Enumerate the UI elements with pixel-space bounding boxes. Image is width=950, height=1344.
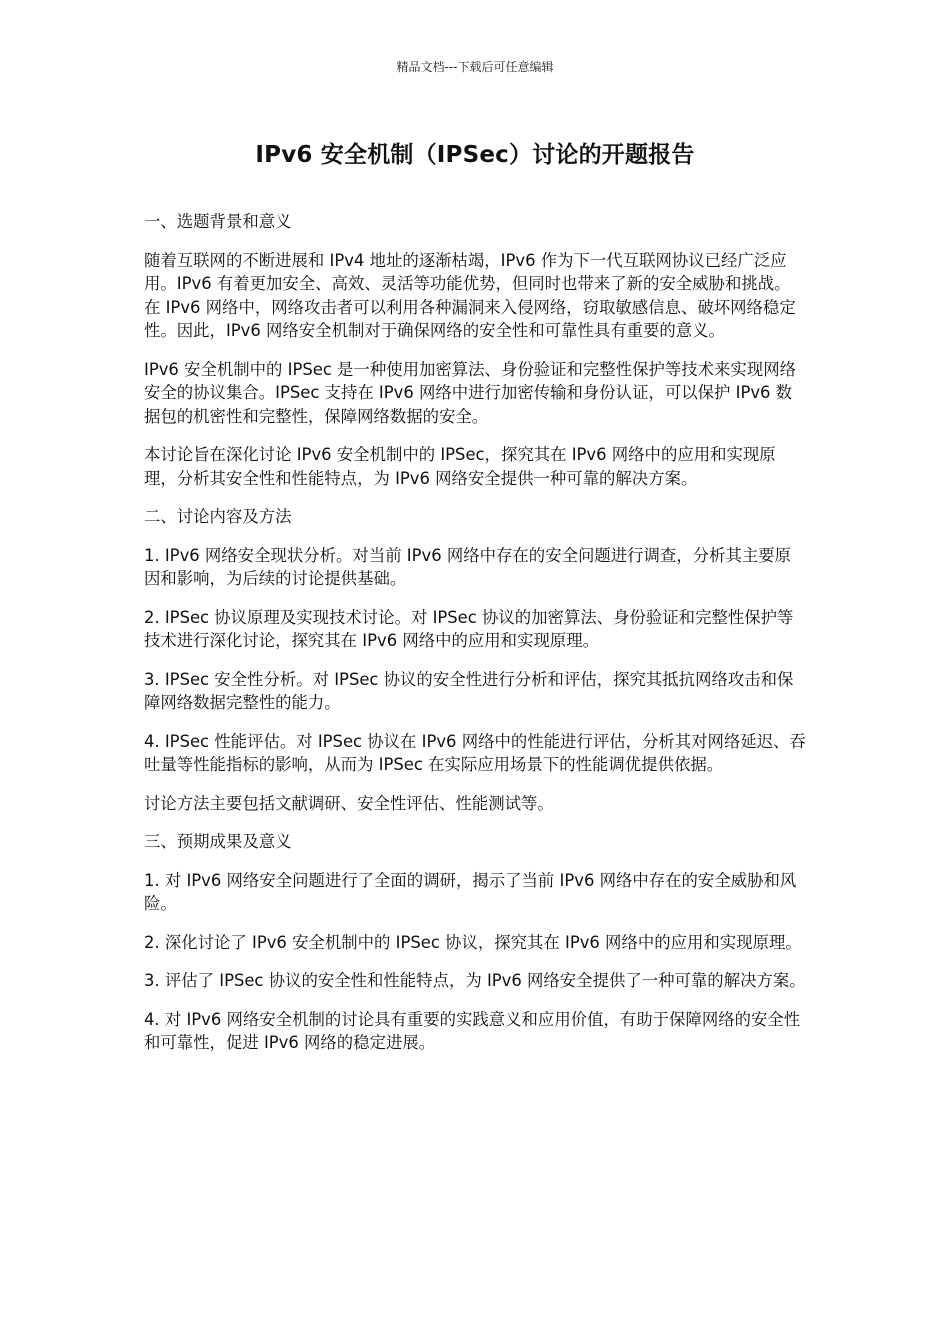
section-3-item-3: 3. 评估了 IPSec 协议的安全性和性能特点，为 IPv6 网络安全提供了一种可靠的解决方案。 [144,971,806,990]
document-title: IPv6 安全机制（IPSec）讨论的开题报告 [255,142,695,168]
section-1-paragraph-3: 本讨论旨在深化讨论 IPv6 安全机制中的 IPSec，探究其在 IPv6 网络中的应用和实现原理，分析其安全性和性能特点，为 IPv6 网络安全提供一种可靠的解决方案。 [144,445,776,488]
section-3-heading: 三、预期成果及意义 [144,832,292,851]
section-2-item-4: 4. IPSec 性能评估。对 IPSec 协议在 IPv6 网络中的性能进行评估，分析其对网络延迟、吞吐量等性能指标的影响，从而为 IPSec 在实际应用场景下的性能调优提供依据。 [144,731,806,774]
section-2-item-3: 3. IPSec 安全性分析。对 IPSec 协议的安全性进行分析和评估，探究其抵抗网络攻击和保障网络数据完整性的能力。 [144,669,794,712]
section-2-methods: 讨论方法主要包括文献调研、安全性评估、性能测试等。 [144,793,554,813]
section-1-paragraph-1: 随着互联网的不断进展和 IPv4 地址的逐渐枯竭，IPv6 作为下一代互联网协议已经广泛应用。IPv6 有着更加安全、高效、灵活等功能优势，但同时也带来了新的安全威胁和挑战。在 IPv6 网络中，网络攻击者可以利用各种漏洞来入侵网络，窃取敏感信息、破坏网络稳定性。因此，IPv6 网络安全机制对于确保网络的安全性和可靠性具有重要的意义。 [144,250,796,340]
section-1-heading: 一、选题背景和意义 [144,212,292,231]
section-2-item-2: 2. IPSec 协议原理及实现技术讨论。对 IPSec 协议的加密算法、身份验证和完整性保护等技术进行深化讨论，探究其在 IPv6 网络中的应用和实现原理。 [144,607,794,650]
section-3-item-4: 4. 对 IPv6 网络安全机制的讨论具有重要的实践意义和应用价值，有助于保障网络的安全性和可靠性，促进 IPv6 网络的稳定进展。 [144,1009,801,1052]
section-1-paragraph-2: IPv6 安全机制中的 IPSec 是一种使用加密算法、身份验证和完整性保护等技术来实现网络安全的协议集合。IPSec 支持在 IPv6 网络中进行加密传输和身份认证，可以保护 IPv6 数据包的机密性和完整性，保障网络数据的安全。 [144,359,796,426]
section-3-item-1: 1. 对 IPv6 网络安全问题进行了全面的调研，揭示了当前 IPv6 网络中存在的安全威胁和风险。 [144,870,797,913]
section-2-item-1: 1. IPv6 网络安全现状分析。对当前 IPv6 网络中存在的安全问题进行调查，分析其主要原因和影响，为后续的讨论提供基础。 [144,545,792,588]
document-body [144,210,806,1070]
section-2-heading: 二、讨论内容及方法 [144,507,292,526]
page-header: 精品文档---下载后可任意编辑 [396,60,554,74]
section-3-item-2: 2. 深化讨论了 IPv6 安全机制中的 IPSec 协议，探究其在 IPv6 网络中的应用和实现原理。 [144,932,802,952]
